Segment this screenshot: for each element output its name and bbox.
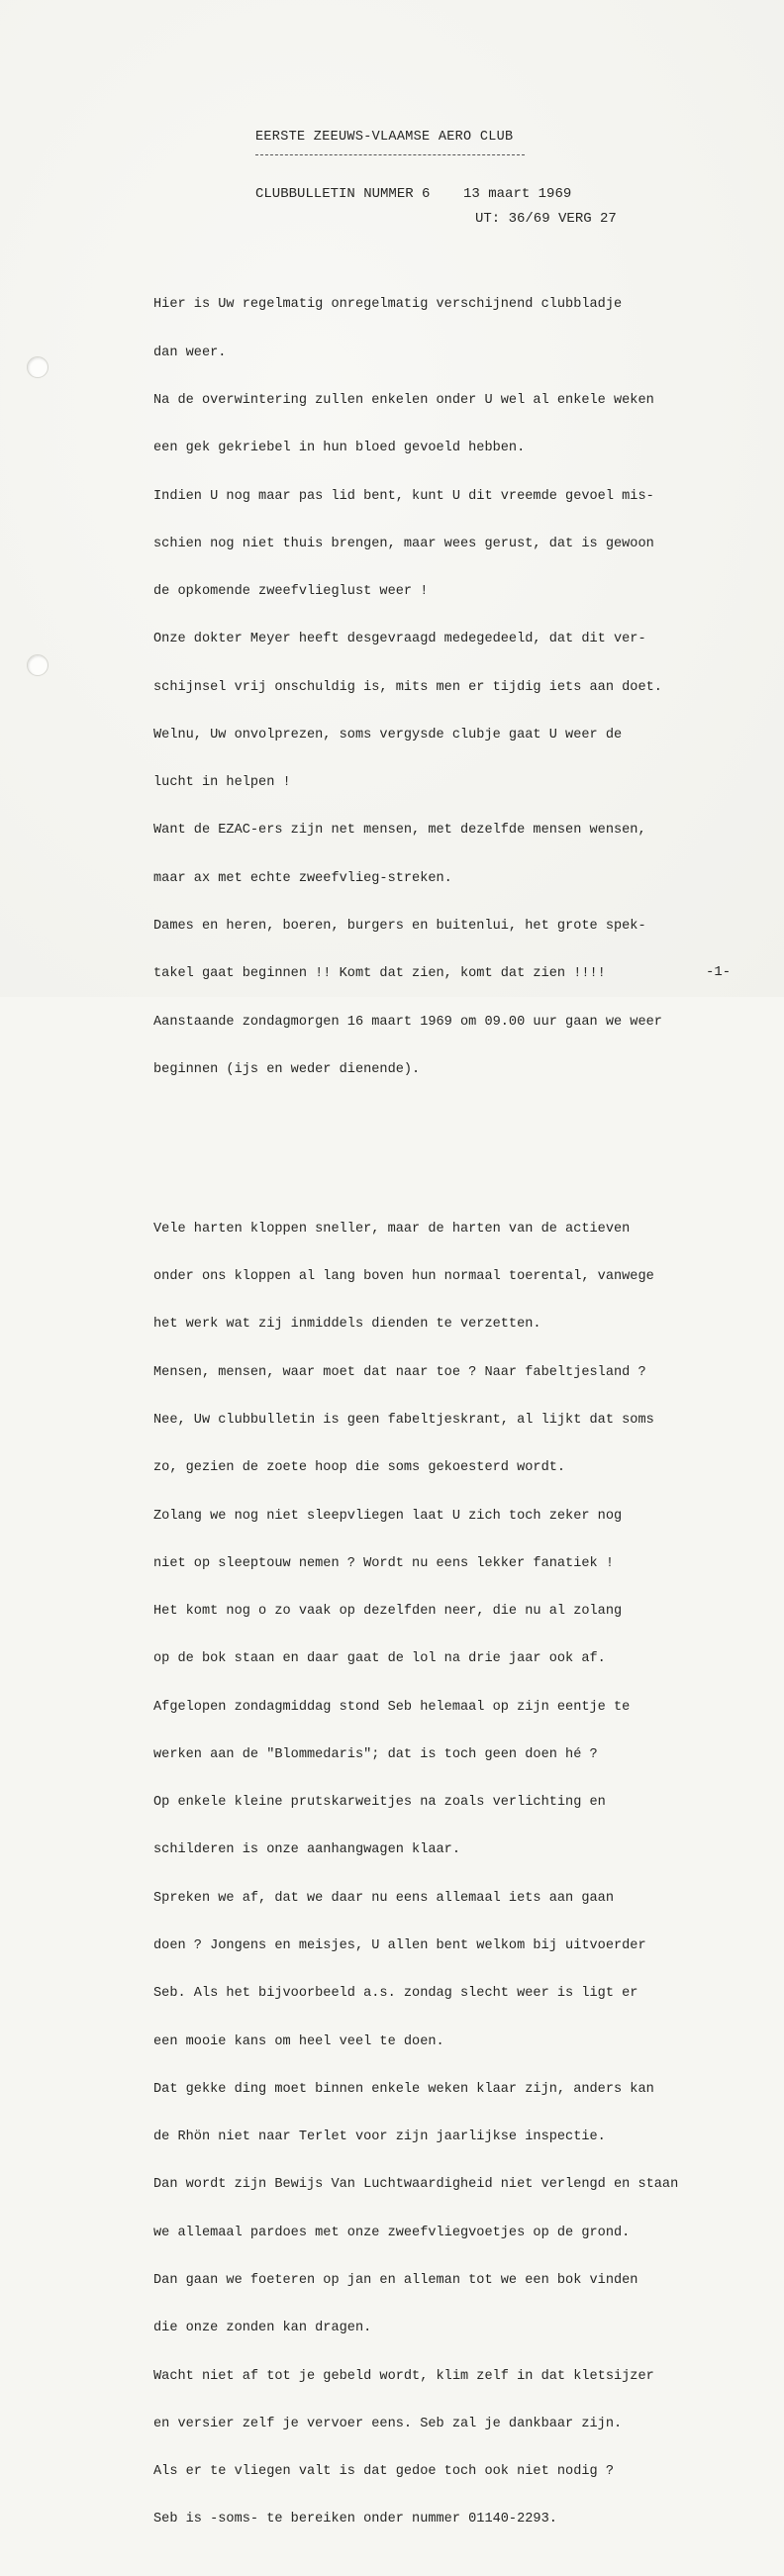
- text-line: Dames en heren, boeren, burgers en buitenlui, het grote spek-: [153, 919, 646, 935]
- text-line: Spreken we af, dat we daar nu eens allemaal iets aan gaan: [153, 1890, 614, 1906]
- text-line: een mooie kans om heel veel te doen.: [153, 2033, 444, 2049]
- paragraph-2: [153, 1190, 678, 2560]
- text-line: we allemaal pardoes met onze zweefvliegvoetjes op de grond.: [153, 2225, 631, 2240]
- text-line: Mensen, mensen, waar moet dat naar toe ? Naar fabeltjesland ?: [153, 1364, 646, 1380]
- text-line: Aanstaande zondagmorgen 16 maart 1969 om 09.00 uur gaan we weer: [153, 1014, 662, 1030]
- text-line: Seb. Als het bijvoorbeeld a.s. zondag slecht weer is ligt er: [153, 1986, 638, 2002]
- text-line: op de bok staan en daar gaat de lol na drie jaar ook af.: [153, 1651, 606, 1667]
- paragraph-1: [153, 265, 678, 1110]
- text-line: een gek gekriebel in hun bloed gevoeld hebben.: [153, 441, 526, 456]
- text-line: Wacht niet af tot je gebeld wordt, klim zelf in dat kletsijzer: [153, 2368, 654, 2384]
- text-line: Nee, Uw clubbulletin is geen fabeltjeskrant, al lijkt dat soms: [153, 1412, 654, 1428]
- text-line: de Rhön niet naar Terlet voor zijn jaarlijkse inspectie.: [153, 2130, 606, 2145]
- text-line: Vele harten kloppen sneller, maar de harten van de actieven: [153, 1221, 631, 1237]
- punch-hole-bottom: [27, 654, 49, 676]
- text-line: het werk wat zij inmiddels dienden te verzetten.: [153, 1317, 541, 1333]
- text-line: Zolang we nog niet sleepvliegen laat U zich toch zeker nog: [153, 1508, 623, 1524]
- text-line: takel gaat beginnen !! Komt dat zien, komt dat zien !!!!: [153, 966, 606, 982]
- text-line: dan weer.: [153, 345, 227, 360]
- text-line: die onze zonden kan dragen.: [153, 2321, 372, 2336]
- paragraph-gap: [153, 1141, 678, 1157]
- text-line: Want de EZAC-ers zijn net mensen, met dezelfde mensen wensen,: [153, 823, 646, 839]
- reference-number: UT: 36/69 VERG 27: [475, 211, 617, 227]
- text-line: schien nog niet thuis brengen, maar wees gerust, dat is gewoon: [153, 536, 654, 551]
- text-line: Indien U nog maar pas lid bent, kunt U dit vreemde gevoel mis-: [153, 488, 654, 504]
- text-line: Onze dokter Meyer heeft desgevraagd medegedeeld, dat dit ver-: [153, 632, 646, 647]
- text-line: Dan wordt zijn Bewijs Van Luchtwaardigheid niet verlengd en staan: [153, 2177, 679, 2193]
- text-line: niet op sleeptouw nemen ? Wordt nu eens lekker fanatiek !: [153, 1555, 614, 1571]
- text-line: Afgelopen zondagmiddag stond Seb helemaal op zijn eentje te: [153, 1699, 631, 1715]
- text-line: Op enkele kleine prutskarweitjes na zoals verlichting en: [153, 1795, 606, 1811]
- text-line: Als er te vliegen valt is dat gedoe toch ook niet nodig ?: [153, 2464, 614, 2480]
- text-line: de opkomende zweefvlieglust weer !: [153, 584, 429, 600]
- punch-hole-top: [27, 356, 49, 378]
- text-line: schilderen is onze aanhangwagen klaar.: [153, 1842, 460, 1858]
- text-line: Het komt nog o zo vaak op dezelfden neer, die nu al zolang: [153, 1604, 623, 1620]
- text-line: schijnsel vrij onschuldig is, mits men er tijdig iets aan doet.: [153, 679, 662, 695]
- bulletin-line: CLUBBULLETIN NUMMER 6 13 maart 1969: [255, 186, 572, 202]
- text-line: Seb is -soms- te bereiken onder nummer 01140-2293.: [153, 2512, 557, 2527]
- text-line: Na de overwintering zullen enkelen onder U wel al enkele weken: [153, 392, 654, 408]
- text-line: beginnen (ijs en weder dienende).: [153, 1061, 421, 1077]
- text-line: Dat gekke ding moet binnen enkele weken klaar zijn, anders kan: [153, 2081, 654, 2097]
- club-title: EERSTE ZEEUWS-VLAAMSE AERO CLUB: [255, 130, 514, 145]
- text-line: Welnu, Uw onvolprezen, soms vergysde clubje gaat U weer de: [153, 727, 623, 743]
- text-line: Dan gaan we foeteren op jan en alleman tot we een bok vinden: [153, 2273, 638, 2288]
- text-line: doen ? Jongens en meisjes, U allen bent welkom bij uitvoerder: [153, 1938, 646, 1954]
- text-line: zo, gezien de zoete hoop die soms gekoesterd wordt.: [153, 1460, 566, 1476]
- text-line: werken aan de "Blommedaris"; dat is toch geen doen hé ?: [153, 1746, 598, 1762]
- text-line: maar ax met echte zweefvlieg-streken.: [153, 870, 452, 886]
- bulletin-body: [153, 234, 678, 2576]
- text-line: Hier is Uw regelmatig onregelmatig verschijnend clubbladje: [153, 297, 623, 313]
- text-line: en versier zelf je vervoer eens. Seb zal je dankbaar zijn.: [153, 2416, 623, 2431]
- page-number: -1-: [706, 964, 732, 980]
- title-underline: [255, 154, 525, 155]
- text-line: lucht in helpen !: [153, 775, 291, 791]
- text-line: onder ons kloppen al lang boven hun normaal toerental, vanwege: [153, 1269, 654, 1285]
